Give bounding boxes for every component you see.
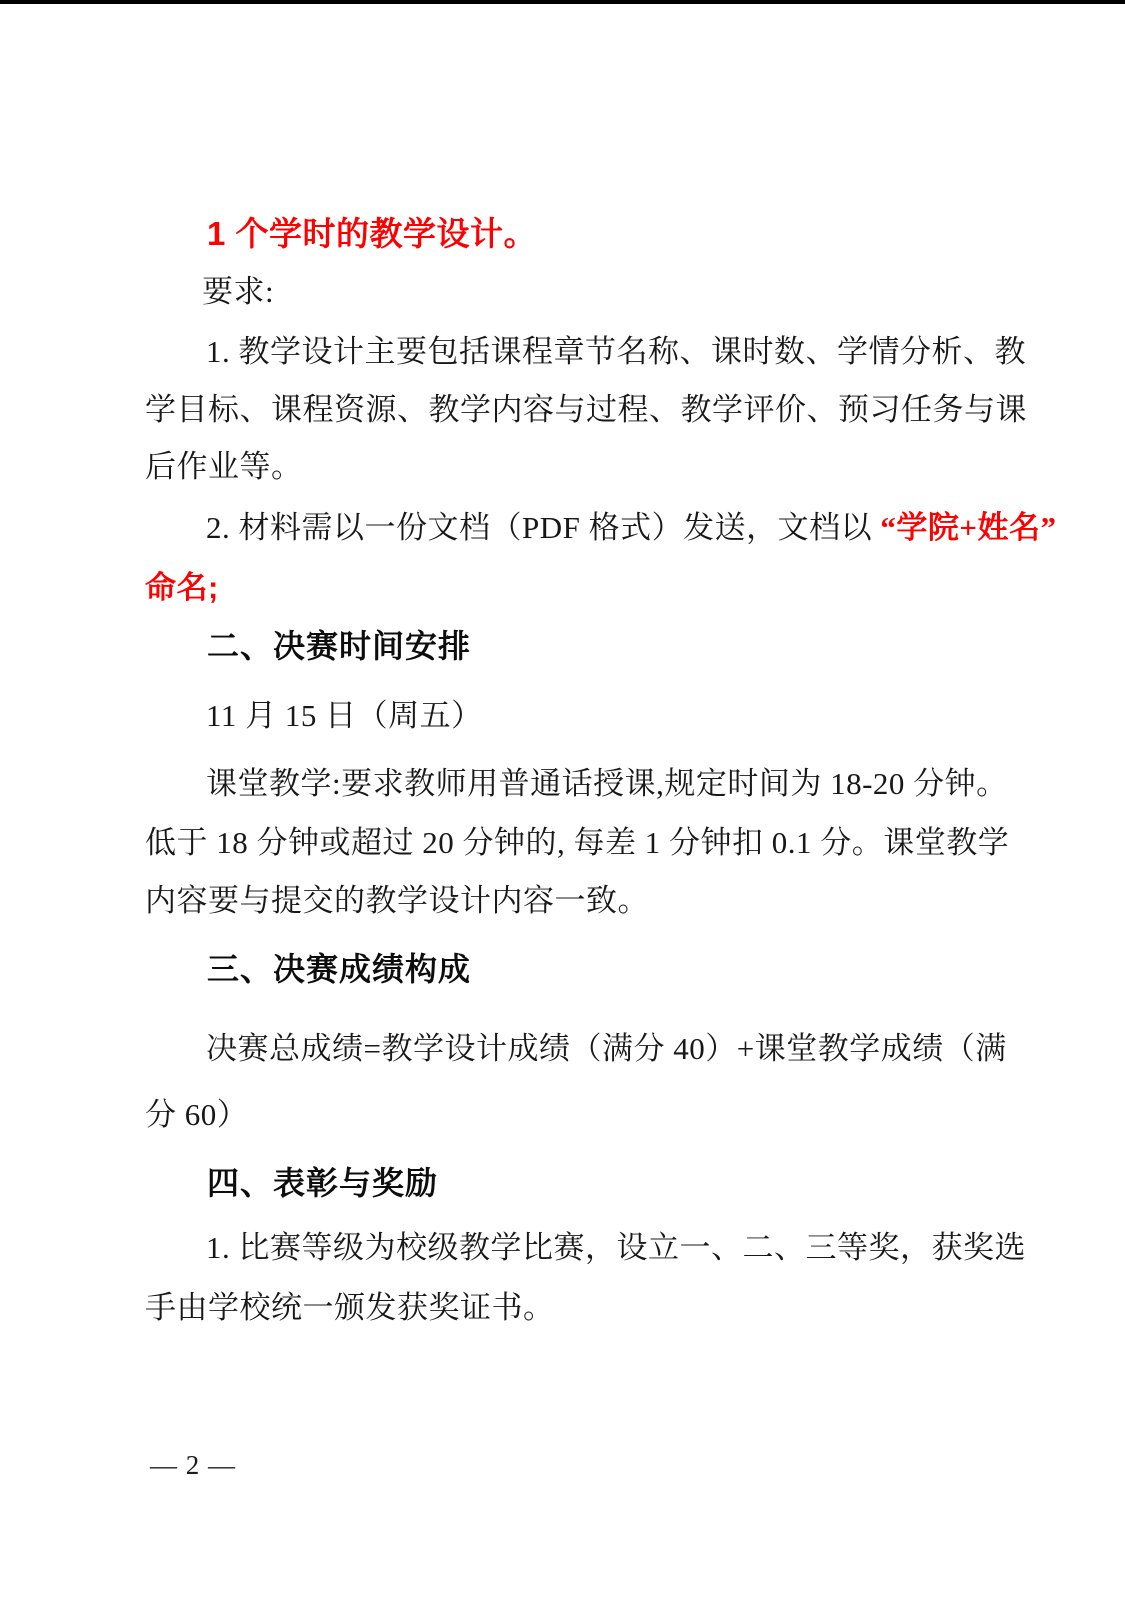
page-top-edge-line bbox=[0, 0, 1125, 4]
section-heading-3: 三、决赛成绩构成 bbox=[207, 951, 472, 987]
section-heading-2: 二、决赛时间安排 bbox=[207, 628, 472, 664]
page-number: — 2 — bbox=[150, 1450, 236, 1480]
final-date-line: 11 月 15 日（周五） bbox=[206, 698, 483, 733]
classroom-teaching-line-3: 内容要与提交的教学设计内容一致。 bbox=[145, 883, 649, 918]
award-line-1: 1. 比赛等级为校级教学比赛，设立一、二、三等奖，获奖选 bbox=[206, 1230, 1026, 1265]
requirement-2-filename-highlight: “学院+姓名” bbox=[880, 510, 1057, 545]
section-heading-4: 四、表彰与奖励 bbox=[207, 1165, 439, 1201]
score-composition-line-1: 决赛总成绩=教学设计成绩（满分 40）+课堂教学成绩（满 bbox=[206, 1031, 1007, 1066]
requirement-1-line-3: 后作业等。 bbox=[145, 449, 303, 484]
classroom-teaching-line-2: 低于 18 分钟或超过 20 分钟的, 每差 1 分钟扣 0.1 分。课堂教学 bbox=[145, 825, 1010, 860]
requirement-1-line-2: 学目标、课程资源、教学内容与过程、教学评价、预习任务与课 bbox=[145, 392, 1027, 427]
requirement-2-line-1 bbox=[206, 511, 1057, 546]
requirement-1-line-1: 1. 教学设计主要包括课程章节名称、课时数、学情分析、教 bbox=[206, 334, 1026, 369]
score-composition-line-2: 分 60） bbox=[145, 1097, 249, 1132]
classroom-teaching-line-1: 课堂教学:要求教师用普通话授课,规定时间为 18-20 分钟。 bbox=[206, 766, 1008, 801]
requirement-2-line-1-text: 2. 材料需以一份文档（PDF 格式）发送，文档以 bbox=[206, 510, 881, 545]
award-line-2: 手由学校统一颁发获奖证书。 bbox=[145, 1290, 555, 1325]
carryover-highlight-text: 1 个学时的教学设计。 bbox=[207, 215, 538, 252]
requirements-label: 要求: bbox=[202, 274, 275, 309]
requirement-2-line-2-highlight: 命名; bbox=[145, 570, 219, 605]
